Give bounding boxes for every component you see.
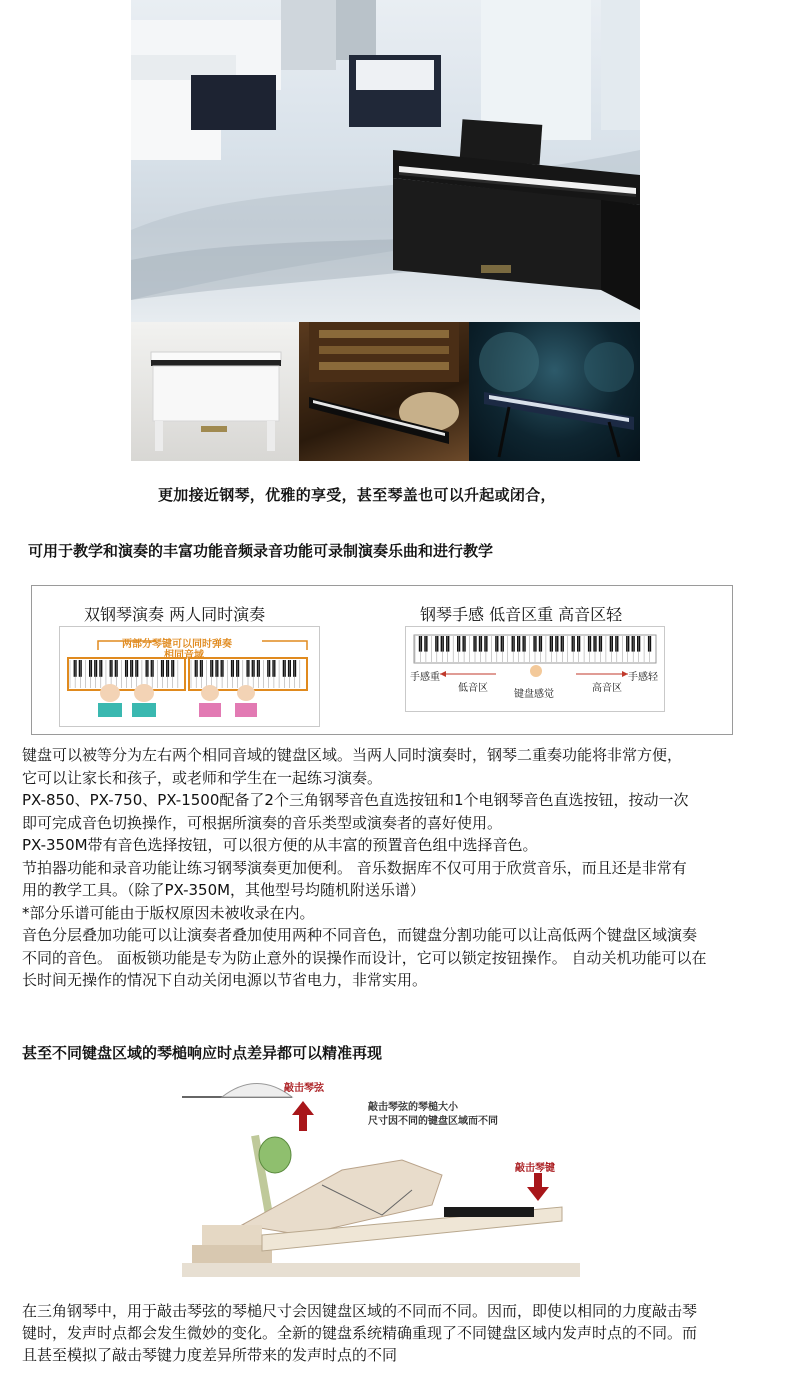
touch-feel-label: 键盘感觉 bbox=[514, 689, 554, 700]
touch-heavy-label: 手感重 bbox=[410, 672, 440, 683]
duet-label-top: 两部分琴键可以同时弹奏 bbox=[122, 639, 232, 650]
text-line: 即可完成音色切换操作，可根据所演奏的音乐类型或演奏者的喜好使用。 bbox=[22, 813, 503, 832]
caption-hammer-response: 甚至不同键盘区域的琴槌响应时点差异都可以精准再现 bbox=[22, 1044, 383, 1062]
duet-diagram bbox=[59, 626, 320, 727]
text-line: 不同的音色。 面板锁功能是专为防止意外的误操作而设计，它可以锁定按钮操作。 自动关机功能可以在 bbox=[22, 948, 707, 967]
text-line: 在三角钢琴中，用于敲击琴弦的琴槌尺寸会因键盘区域的不同而不同。因而，即使以相同的力度敲击琴 bbox=[22, 1302, 698, 1320]
caption-teaching-features: 可用于教学和演奏的丰富功能音频录音功能可录制演奏乐曲和进行教学 bbox=[28, 542, 494, 560]
duet-title: 双钢琴演奏 两人同时演奏 bbox=[84, 605, 266, 624]
thumbnail-library-piano bbox=[299, 322, 469, 461]
label-hammer-size-1: 敲击琴弦的琴槌大小 bbox=[368, 1102, 458, 1113]
text-line: 用的教学工具。（除了PX-350M，其他型号均随机附送乐谱） bbox=[22, 881, 426, 899]
label-hammer-size-2: 尺寸因不同的键盘区域而不同 bbox=[368, 1116, 498, 1127]
text-line: 键盘可以被等分为左右两个相同音域的键盘区域。当两人同时演奏时，钢琴二重奏功能将非常方便， bbox=[22, 746, 683, 764]
text-line: 节拍器功能和录音功能让练习钢琴演奏更加便利。 音乐数据库不仅可用于欣赏音乐，而且还是非常有 bbox=[22, 858, 687, 877]
feature-description bbox=[22, 744, 782, 992]
touch-low-label: 低音区 bbox=[458, 683, 488, 694]
hammer-description bbox=[22, 1300, 782, 1366]
text-line: *部分乐谱可能由于版权原因未被收录在内。 bbox=[22, 903, 315, 922]
thumbnail-strip bbox=[131, 322, 640, 461]
thumbnail-stage-piano bbox=[469, 322, 640, 461]
feature-box bbox=[31, 585, 733, 735]
text-line: 长时间无操作的情况下自动关闭电源以节省电力，非常实用。 bbox=[22, 971, 428, 989]
text-line: 它可以让家长和孩子，或老师和学生在一起练习演奏。 bbox=[22, 768, 383, 787]
caption-closer-to-piano: 更加接近钢琴，优雅的享受，甚至琴盖也可以升起或闭合， bbox=[158, 486, 556, 504]
duet-label-bottom: 相同音域 bbox=[164, 650, 204, 661]
hero-product-photo bbox=[131, 0, 640, 322]
text-line: 且甚至模拟了敲击琴键力度差异所带来的发声时点的不同 bbox=[22, 1346, 398, 1364]
touch-diagram bbox=[405, 626, 665, 712]
text-line: 音色分层叠加功能可以让演奏者叠加使用两种不同音色，而键盘分割功能可以让高低两个键盘区域演奏 bbox=[22, 926, 698, 944]
text-line: PX-350M带有音色选择按钮，可以很方便的从丰富的预置音色组中选择音色。 bbox=[22, 836, 538, 854]
touch-title: 钢琴手感 低音区重 高音区轻 bbox=[420, 605, 623, 624]
hammer-action-diagram bbox=[182, 1075, 580, 1285]
label-strike-key: 敲击琴键 bbox=[515, 1163, 555, 1174]
touch-high-label: 高音区 bbox=[592, 683, 622, 694]
text-line: 键时，发声时点都会发生微妙的变化。全新的键盘系统精确重现了不同键盘区域内发声时点的不同。而 bbox=[22, 1324, 698, 1342]
text-line: PX-850、PX-750、PX-1500配备了2个三角钢琴音色直选按钮和1个电钢琴音色直选按钮，按动一次 bbox=[22, 791, 689, 809]
thumbnail-white-piano bbox=[131, 322, 299, 461]
touch-light-label: 手感轻 bbox=[628, 672, 658, 683]
label-strike-string: 敲击琴弦 bbox=[284, 1083, 324, 1094]
